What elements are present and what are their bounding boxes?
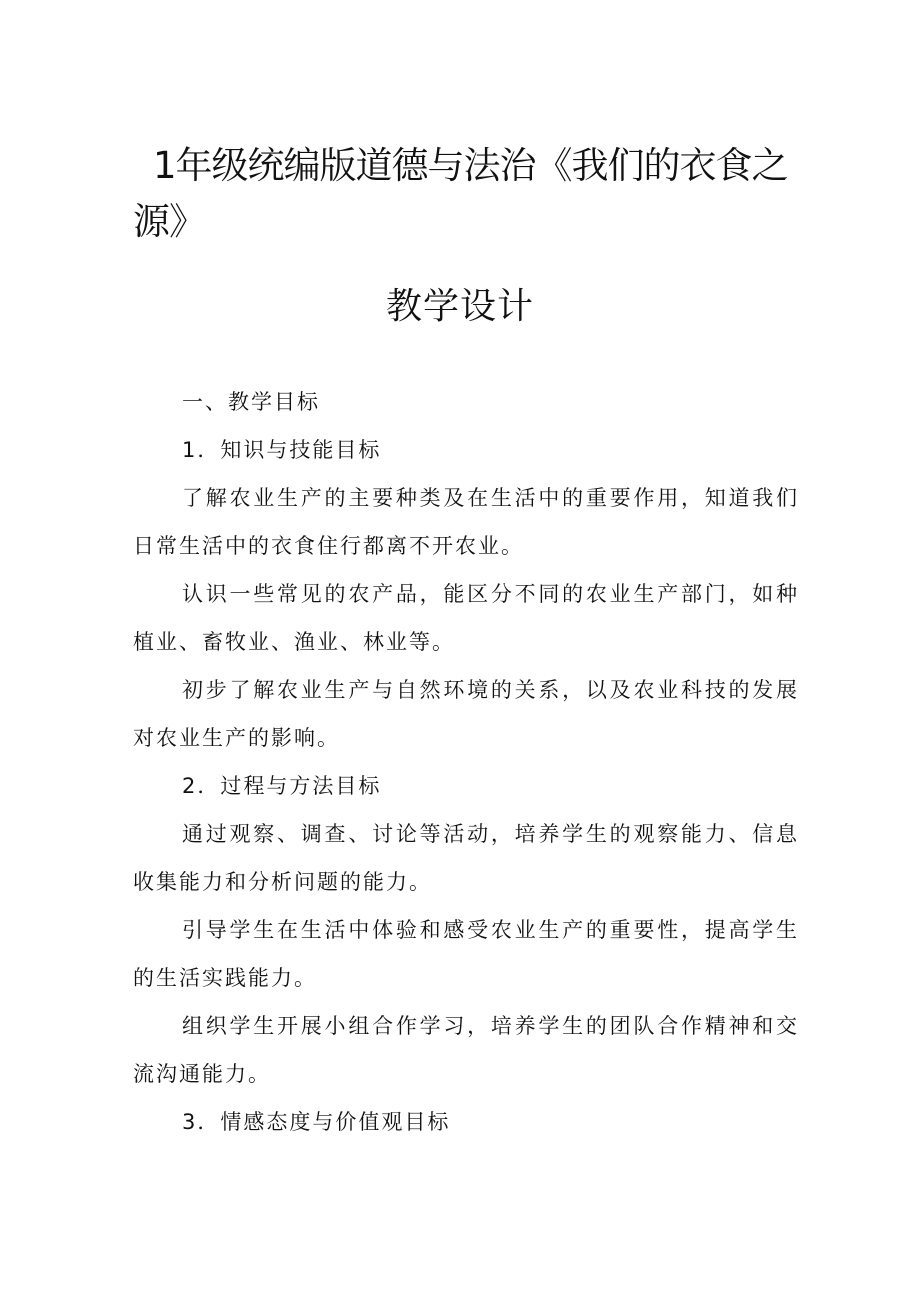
paragraph-environment-technology: 初步了解农业生产与自然环境的关系，以及农业科技的发展对农业生产的影响。 (133, 678, 799, 750)
subheading-knowledge-skills: 1．知识与技能目标 (182, 438, 382, 462)
document-subtitle: 教学设计 (385, 286, 534, 327)
paragraph-life-practice: 引导学生在生活中体验和感受农业生产的重要性，提高学生的生活实践能力。 (133, 918, 799, 990)
subheading-emotion-values: 3．情感态度与价值观目标 (182, 1110, 451, 1134)
paragraph-agriculture-types: 了解农业生产的主要种类及在生活中的重要作用，知道我们日常生活中的衣食住行都离不开农业。 (133, 486, 799, 558)
paragraph-observation-skills: 通过观察、调查、讨论等活动，培养学生的观察能力、信息收集能力和分析问题的能力。 (133, 822, 799, 894)
subheading-process-methods: 2．过程与方法目标 (182, 774, 382, 798)
paragraph-group-cooperation: 组织学生开展小组合作学习，培养学生的团队合作精神和交流沟通能力。 (133, 1014, 799, 1086)
section-heading-objectives: 一、教学目标 (182, 390, 320, 414)
paragraph-agricultural-products: 认识一些常见的农产品，能区分不同的农业生产部门，如种植业、畜牧业、渔业、林业等。 (133, 582, 799, 654)
document-title: 1年级统编版道德与法治《我们的衣食之源》 (133, 144, 788, 243)
